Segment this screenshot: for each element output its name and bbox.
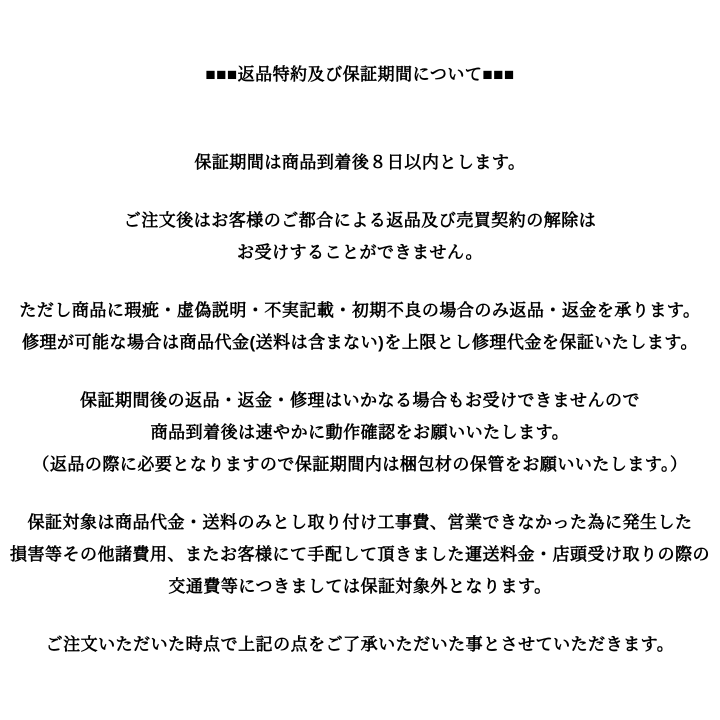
text-line: 交通費等につきましては保証対象外となります。 [168, 577, 552, 596]
page-title: ■■■返品特約及び保証期間について■■■ [205, 65, 515, 84]
text-line: 保証期間は商品到着後８日以内とします。 [194, 153, 526, 172]
paragraph-acknowledgement [0, 629, 720, 661]
text-line: お受けすることができません。 [236, 243, 484, 262]
text-line: ご注文いただいた時点で上記の点をご了承いただいた事とさせていただきます。 [45, 635, 675, 654]
text-line: ご注文後はお客様のご都合による返品及び売買契約の解除は [123, 211, 597, 230]
paragraph-post-warranty-policy [0, 385, 720, 481]
text-line: 保証期間後の返品・返金・修理はいかなる場合もお受けできませんので [80, 391, 640, 410]
paragraph-warranty-scope [0, 507, 720, 603]
text-line: 商品到着後は速やかに動作確認をお願いいたします。 [150, 423, 570, 442]
text-line: 保証対象は商品代金・送料のみとし取り付け工事費、営業できなかった為に発生した [27, 513, 693, 532]
text-line: 修理が可能な場合は商品代金(送料は含まない)を上限とし修理代金を保証いたします。 [22, 333, 698, 352]
paragraph-defect-return-policy [0, 295, 720, 359]
text-line: （返品の際に必要となりますので保証期間内は梱包材の保管をお願いいたします。） [32, 455, 688, 474]
text-line: 損害等その他諸費用、またお客様にて手配して頂きました運送料金・店頭受け取りの際の [10, 545, 710, 564]
paragraph-warranty-period [0, 147, 720, 179]
text-line: ただし商品に瑕疵・虚偽説明・不実記載・初期不良の場合のみ返品・返金を承ります。 [19, 301, 701, 320]
paragraph-cancellation-policy [0, 205, 720, 269]
